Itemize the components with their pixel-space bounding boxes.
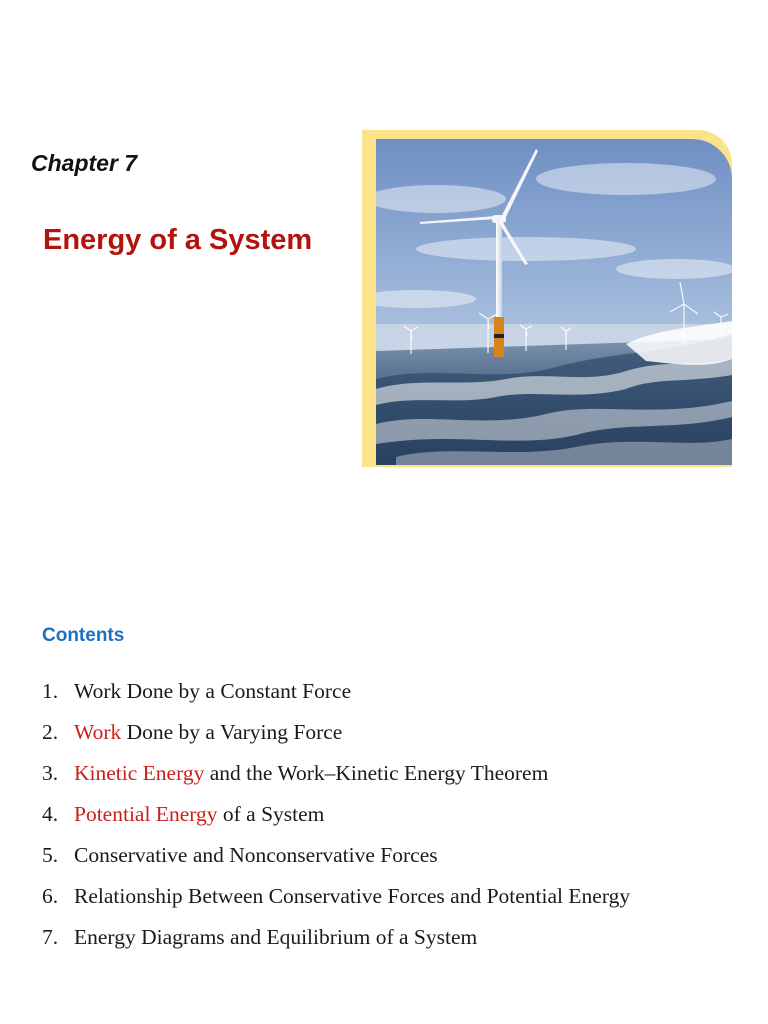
toc-number: 3. [42,761,59,785]
toc-text: and the Work–Kinetic Energy Theorem [204,761,549,785]
toc-text: Relationship Between Conservative Forces and Potential Energy [74,884,631,908]
toc-item-1 [42,677,630,718]
toc-item-3 [42,759,630,800]
toc-highlight: Kinetic Energy [74,761,205,785]
chapter-label: Chapter 7 [31,150,138,176]
toc-item-6 [42,882,630,923]
toc-number: 7. [42,925,59,949]
toc-item-2 [42,718,630,759]
toc-item-4 [42,800,630,841]
photo-frame [362,130,732,467]
toc-text: Work Done by a Constant Force [74,679,352,703]
toc-number: 4. [42,802,59,826]
toc-item-7 [42,923,630,964]
toc-text: of a System [217,802,325,826]
toc-number: 6. [42,884,59,908]
toc-number: 2. [42,720,59,744]
toc-item-5 [42,841,630,882]
chapter-title: Energy of a System [43,224,313,256]
toc-number: 5. [42,843,59,867]
offshore-wind-turbine-illustration [376,139,732,465]
toc-text: Done by a Varying Force [121,720,343,744]
toc-highlight: Potential Energy [74,802,218,826]
toc-text: Energy Diagrams and Equilibrium of a System [74,925,478,949]
wind-turbine-photo [376,139,732,465]
toc-highlight: Work [74,720,122,744]
toc-text: Conservative and Nonconservative Forces [74,843,438,867]
toc-number: 1. [42,679,59,703]
table-of-contents [42,677,630,964]
contents-heading: Contents [42,625,125,646]
